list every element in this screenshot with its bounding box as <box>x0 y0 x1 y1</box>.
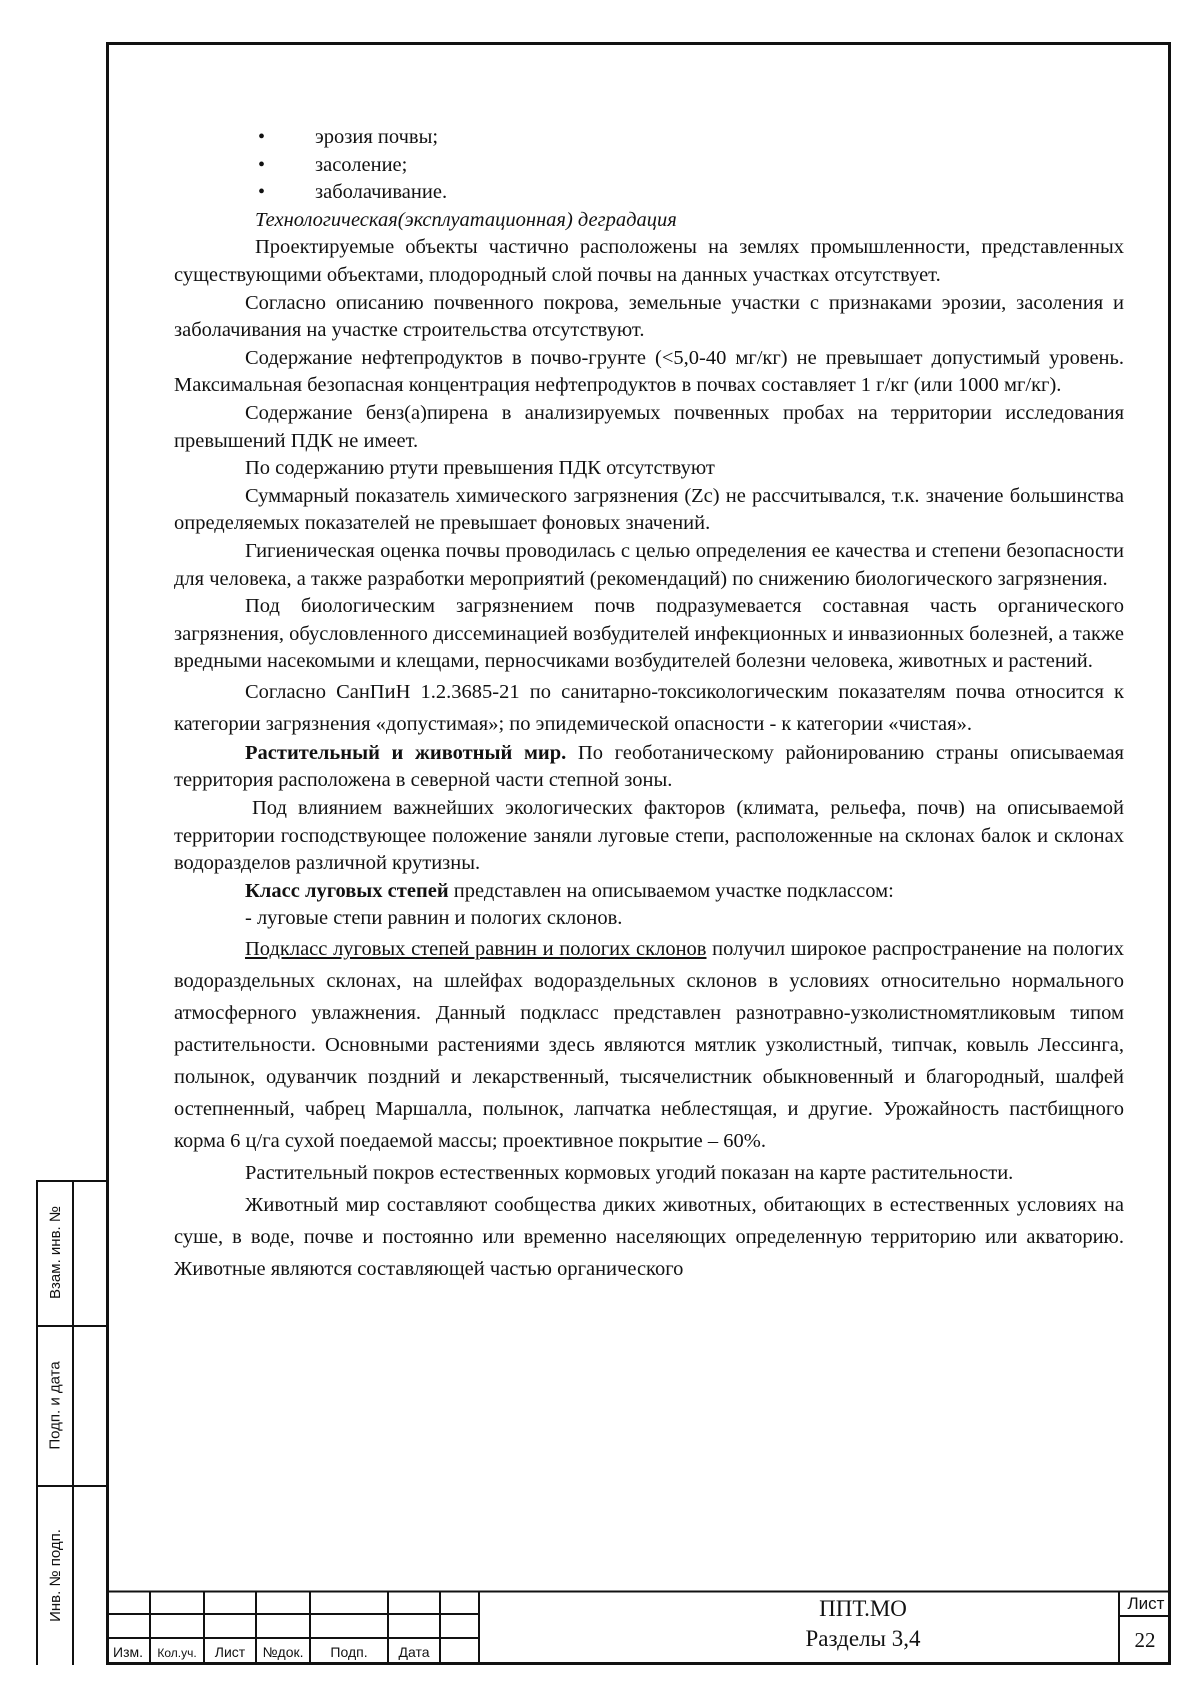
paragraph: Гигиеническая оценка почвы проводилась с целью определения ее качества и степени безопасности для человека, а также разработки мероприятий (рекомендаций) по снижению биологического загрязнения. <box>174 539 1124 590</box>
bullet-item: • заболачивание. <box>174 179 1124 207</box>
document-body <box>174 124 1124 1285</box>
bullet-item: • эрозия почвы; <box>174 124 1124 152</box>
replacement-inventory-label: Взам. инв. № <box>46 1206 64 1299</box>
paragraph: Растительный покров естественных кормовых угодий показан на карте растительности. <box>245 1162 1014 1185</box>
paragraph: Согласно СанПиН 1.2.3685-21 по санитарно-токсикологическим показателям почва относится к категории загрязнения «допустимая»; по эпидемической опасности - к категории «чистая». <box>174 680 1124 735</box>
title-block <box>106 1590 1171 1665</box>
header-count: Кол.уч. <box>157 1646 197 1660</box>
paragraph: Содержание бенз(а)пирена в анализируемых почвенных пробах на территории исследования превышений ПДК не имеет. <box>174 401 1124 452</box>
paragraph: Содержание нефтепродуктов в почво-грунте (<5,0-40 мг/кг) не превышает допустимый уровень. Максимальная безопасная концентрация нефтепродуктов в почвах составляет 1 г/кг (или 1000 мг/кг). <box>174 346 1124 397</box>
header-doc-number: №док. <box>262 1644 304 1660</box>
header-change: Изм. <box>113 1644 143 1660</box>
underlined-run: Подкласс луговых степей равнин и пологих склонов <box>245 938 707 961</box>
sheet-label: Лист <box>1127 1594 1165 1613</box>
paragraph: Согласно описанию почвенного покрова, земельные участки с признаками эрозии, засоления и заболачивания на участке строительства отсутствуют. <box>174 291 1124 342</box>
signature-date-label: Подп. и дата <box>46 1360 64 1450</box>
document-code: ППТ.МО <box>819 1596 907 1621</box>
bullet-item: • засоление; <box>174 152 1124 180</box>
section-subheading: Технологическая(эксплуатационная) деградация <box>255 208 677 231</box>
paragraph: Класс луговых степей представлен на описываемом участке подклассом: <box>245 879 894 902</box>
paragraph: - луговые степи равнин и пологих склонов. <box>245 907 623 930</box>
header-sheet: Лист <box>214 1644 246 1660</box>
sheet-number: 22 <box>1134 1628 1156 1652</box>
left-stamp-strip <box>36 1180 109 1665</box>
paragraph: Проектируемые объекты частично расположены на землях промышленности, представленных существующими объектами, плодородный слой почвы на данных участках отсутствует. <box>174 236 1124 286</box>
bold-run: Растительный и животный мир. <box>245 741 567 764</box>
header-signature: Подп. <box>330 1644 368 1660</box>
header-date: Дата <box>398 1644 430 1660</box>
original-inventory-label: Инв. № подп. <box>46 1528 64 1622</box>
bold-run: Класс луговых степей <box>245 879 449 902</box>
paragraph: Под биологическим загрязнением почв подразумевается составная часть органического загрязнения, обусловленного диссеминацией возбудителей инфекционных и инвазионных болезней, а также вредными насекомыми и клещами, перносчиками возбудителей болезни человека, животных и растений. <box>174 595 1124 673</box>
paragraph: Суммарный показатель химического загрязнения (Zc) не рассчитывался, т.к. значение большинства определяемых показателей не превышает фоновых значений. <box>174 484 1124 535</box>
paragraph: Животный мир составляют сообщества диких животных, обитающих в естественных условиях на суше, в воде, почве и постоянно или временно населяющих определенную территорию или акваторию. Животные являются составляющей частью органического <box>174 1194 1124 1281</box>
paragraph: Растительный и животный мир. По геоботаническому районированию страны описываемая территория расположена в северной части степной зоны. <box>174 741 1124 792</box>
paragraph: По содержанию ртути превышения ПДК отсутствуют <box>245 457 715 480</box>
paragraph: Под влиянием важнейших экологических факторов (климата, рельефа, почв) на описываемой территории господствующее положение заняли луговые степи, расположенные на склонах балок и склонах водоразделов различной крутизны. <box>174 797 1124 875</box>
document-title: Разделы 3,4 <box>805 1626 921 1651</box>
paragraph: Подкласс луговых степей равнин и пологих склонов получил широкое распространение на пологих водораздельных склонах, на шлейфах водораздельных склонов в условиях относительно нормального атмосферного увлажнения. Данный подкласс представлен разнотравно-узколистномятликовым типом растительности. Основными растениями здесь являются мятлик узколистный, типчак, ковыль Лессинга, полынок, одуванчик поздний и лекарственный, тысячелистник обыкновенный и благородный, шалфей остепненный, чабрец Маршалла, полынок, лапчатка неблестящая, и другие. Урожайность пастбищного корма 6 ц/га сухой поедаемой массы; проективное покрытие – 60%. <box>174 938 1124 1153</box>
